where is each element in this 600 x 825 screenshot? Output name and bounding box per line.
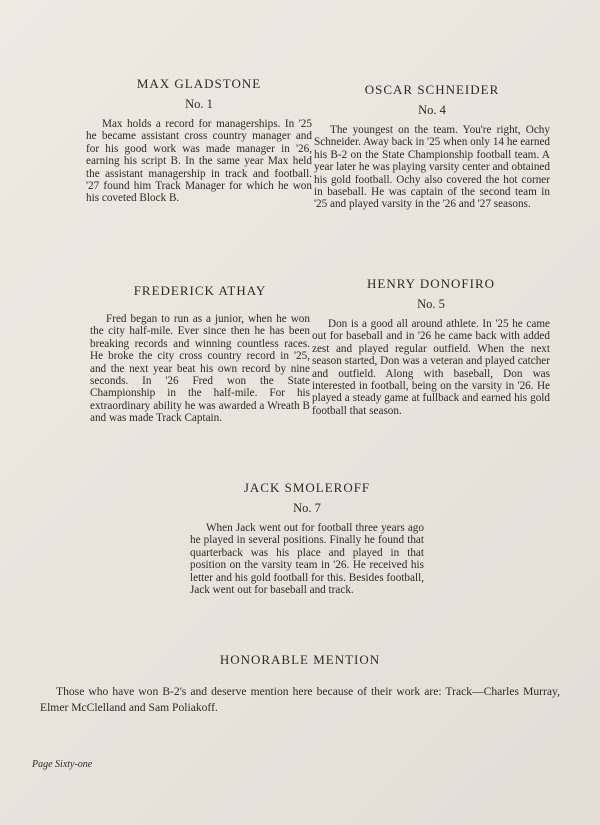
profile-henry-donofiro [312, 276, 550, 417]
section-title: HONORABLE MENTION [219, 652, 381, 667]
profile-oscar-schneider [314, 82, 550, 211]
profile-name: OSCAR SCHNEIDER [364, 82, 500, 97]
profile-jack-smoleroff [190, 480, 424, 596]
profile-name: HENRY DONOFIRO [367, 276, 495, 291]
profile-name: FREDERICK ATHAY [133, 283, 267, 298]
profile-name: JACK SMOLEROFF [243, 480, 371, 495]
profile-text: Max holds a record for managerships. In '25 he became assistant cross country manager and for his good work was made manager in '26, earning his script B. In the same year Max held the assistant managership in track and football. '27 found him Track Manager for which he won his coveted Block B. [86, 118, 312, 205]
honorable-mention [40, 652, 560, 716]
profile-text: When Jack went out for football three years ago he played in several positions. Finally he found that quarterback was his place and played in that position on the varsity team in '26. He received his letter and his gold football for this. Besides football, Jack went out for baseball and track. [190, 522, 424, 597]
section-text: Those who have won B-2's and deserve mention here because of their work are: Track—Charles Murray, Elmer McClelland and Sam Poliakoff. [40, 685, 560, 714]
profile-number: No. 7 [293, 501, 321, 515]
profile-text: Don is a good all around athlete. In '25 he came out for baseball and in '26 he came back with added zest and played regular outfield. When the next season started, Don was a veteran and played catcher and outfield. Along with baseball, Don was interested in football, being on the varsity in '26. He played a steady game at fullback and earned his gold football that season. [312, 318, 550, 417]
profile-number: No. 5 [417, 297, 445, 311]
profile-text: The youngest on the team. You're right, Ochy Schneider. Away back in '25 when only 14 he earned his B-2 on the State Championship football team. A year later he was playing varsity center and obtained his gold football. Ochy also covered the hot corner in baseball. He was captain of the second team in '25 and played varsity in the '26 and '27 seasons. [314, 124, 550, 211]
profile-max-gladstone [86, 76, 312, 205]
profile-text: Fred began to run as a junior, when he won the city half-mile. Ever since then he has been breaking records and winning countless races. He broke the city cross country record in '25, and the next year beat his own record by nine seconds. In '26 Fred won the State Championship in the half-mile. For his extraordinary ability he was awarded a Wreath B and was made Track Captain. [90, 313, 310, 425]
profile-frederick-athay [90, 283, 310, 425]
page-number: Page Sixty-one [32, 759, 93, 770]
profile-name: MAX GLADSTONE [136, 76, 262, 91]
profile-number: No. 1 [185, 97, 213, 111]
profile-number: No. 4 [418, 103, 446, 117]
